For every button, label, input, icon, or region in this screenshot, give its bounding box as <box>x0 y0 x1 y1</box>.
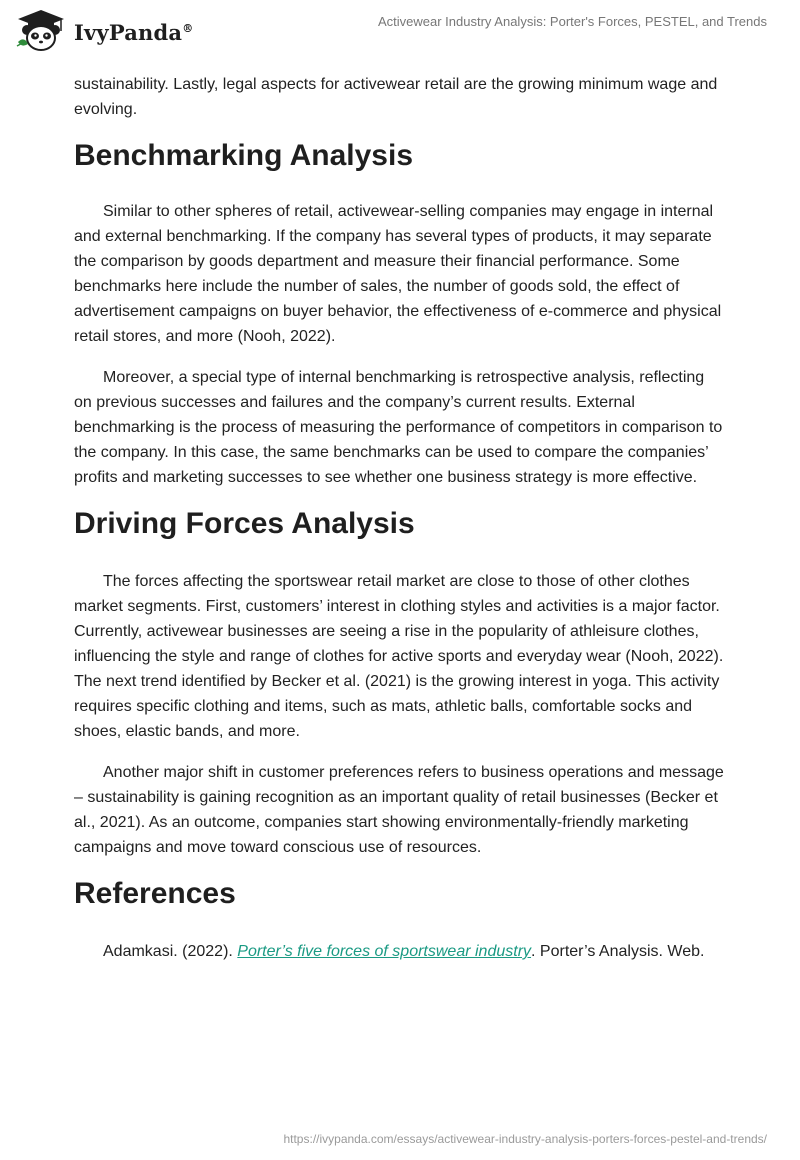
section-heading-driving-forces: Driving Forces Analysis <box>74 507 415 540</box>
section-heading-references: References <box>74 877 236 910</box>
reference-author: Adamkasi. (2022). <box>103 943 238 960</box>
page-header <box>0 0 800 64</box>
paragraph: Similar to other spheres of retail, activewear-selling companies may engage in internal and external benchmarking. If the company has several types of products, it may separate the comparison by goods department and measure their financial performance. Some benchmarks here include the number of sales, the number of goods sold, the effect of advertisement campaigns on buyer behavior, the effectiveness of e-commerce and physical retail stores, and more (Nooh, 2022). <box>74 203 722 345</box>
reference-link[interactable]: Porter’s five forces of sportswear industry <box>237 943 532 960</box>
logo-wordmark: IvyPanda® <box>74 19 194 45</box>
paragraph: Moreover, a special type of internal benchmarking is retrospective analysis, reflecting on previous successes and failures and the company’s current results. External benchmarking is the process of measuring the performance of competitors in comparison to the company. In this case, the same benchmarks can be used to compare the companies’ profits and marketing successes to see whether one business strategy is more effective. <box>74 369 723 486</box>
document-title: Activewear Industry Analysis: Porter's Forces, PESTEL, and Trends <box>377 14 767 29</box>
section-heading-benchmarking: Benchmarking Analysis <box>74 139 414 172</box>
paragraph: The forces affecting the sportswear retail market are close to those of other clothes market segments. First, customers’ interest in clothing styles and activities is a major factor. Currently, activewear businesses are seeing a rise in the popularity of athleisure clothes, influencing the style and range of clothes for active sports and everyday wear (Nooh, 2022). The next trend identified by Becker et al. (2021) is the growing interest in yoga. This activity requires specific clothing and items, such as mats, athletic balls, comfortable socks and shoes, elastic bands, and more. <box>74 573 724 740</box>
reference-entry <box>74 939 724 964</box>
panda-graduate-icon <box>14 8 68 54</box>
paragraph: Another major shift in customer preferences refers to business operations and message – sustainability is gaining recognition as an important quality of retail businesses (Becker et al., 2021). As an outcome, companies start showing environmentally-friendly marketing campaigns and move toward conscious use of resources. <box>74 764 724 856</box>
ivypanda-logo[interactable] <box>14 8 193 54</box>
essay-content <box>74 72 724 980</box>
intro-paragraph: sustainability. Lastly, legal aspects for activewear retail are the growing minimum wage and evolving. <box>74 76 718 118</box>
reference-suffix: . Porter’s Analysis. Web. <box>531 943 705 960</box>
footer-url: https://ivypanda.com/essays/activewear-industry-analysis-porters-forces-pestel-and-trends/ <box>283 1132 767 1146</box>
